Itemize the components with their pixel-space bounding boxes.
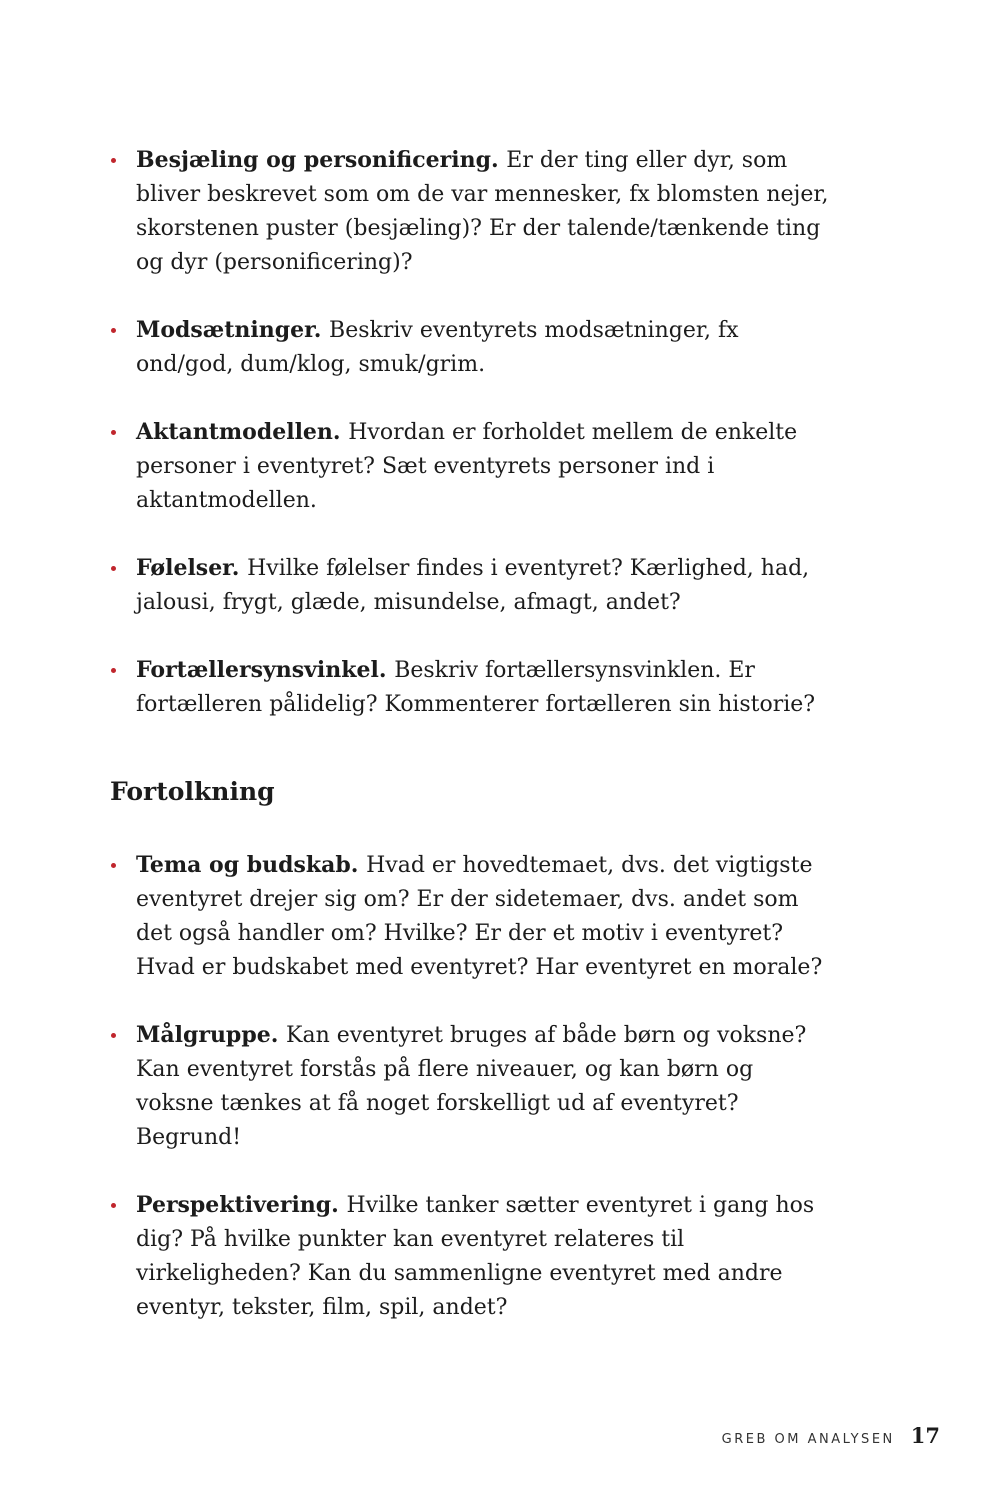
item-text: Hvad er hovedtemaet, dvs. det vigtigste eventyret drejer sig om? Er der sidetemaer, dvs. andet som det også handler om? Hvilke? Er der et motiv i eventyret? Hvad er budskabet med eventyret? Har eventyret en morale? [136, 853, 823, 980]
item-text: Hvordan er forholdet mellem de enkelte personer i eventyret? Sæt eventyrets personer ind i aktantmodellen. [136, 420, 798, 513]
bullet-icon [111, 430, 116, 435]
list-item [110, 551, 830, 620]
item-text: Er der ting eller dyr, som bliver beskrevet som om de var mennesker, fx blomsten nejer, skorstenen puster (besjæling)? Er der talende/tænkende ting og dyr (personificering)? [136, 148, 829, 275]
list-item [110, 1018, 830, 1155]
item-text: Beskriv fortællersynsvinklen. Er fortælleren pålidelig? Kommenterer fortælleren sin historie? [136, 658, 816, 717]
item-term: Aktantmodellen. [136, 419, 349, 445]
item-text: Beskriv eventyrets modsætninger, fx ond/god, dum/klog, smuk/grim. [136, 318, 739, 377]
bullet-icon [111, 668, 116, 673]
item-text: Kan eventyret bruges af både børn og voksne? Kan eventyret forstås på flere niveauer, og kan børn og voksne tænkes at få noget forskelligt ud af eventyret? Begrund! [136, 1023, 807, 1150]
bullet-icon [111, 863, 116, 868]
list-item [110, 143, 830, 280]
item-term: Tema og budskab. [136, 852, 367, 878]
bullet-icon [111, 566, 116, 571]
item-term: Følelser. [136, 555, 248, 581]
bullet-icon [111, 158, 116, 163]
item-term: Fortællersynsvinkel. [136, 657, 395, 683]
list-item [110, 848, 830, 985]
page-number: 17 [910, 1423, 940, 1448]
list-item [110, 1188, 830, 1325]
bullet-icon [111, 328, 116, 333]
page-footer [722, 1423, 940, 1448]
item-text: Hvilke følelser findes i eventyret? Kærlighed, had, jalousi, frygt, glæde, misundelse, afmagt, andet? [136, 556, 810, 615]
analysis-list [110, 143, 830, 722]
item-term: Perspektivering. [136, 1192, 347, 1218]
running-title: GREB OM ANALYSEN [721, 1432, 895, 1447]
item-text: Hvilke tanker sætter eventyret i gang hos dig? På hvilke punkter kan eventyret relateres til virkeligheden? Kan du sammenligne eventyret med andre eventyr, tekster, film, spil, andet? [136, 1193, 815, 1320]
item-term: Målgruppe. [136, 1022, 287, 1048]
list-item [110, 313, 830, 382]
section-heading: Fortolkning [110, 777, 275, 806]
list-item [110, 415, 830, 518]
item-term: Modsætninger. [136, 317, 330, 343]
page-content [110, 143, 830, 1358]
bullet-icon [111, 1203, 116, 1208]
item-term: Besjæling og personificering. [136, 147, 507, 173]
list-item [110, 653, 830, 722]
bullet-icon [111, 1033, 116, 1038]
interpretation-list [110, 848, 830, 1325]
